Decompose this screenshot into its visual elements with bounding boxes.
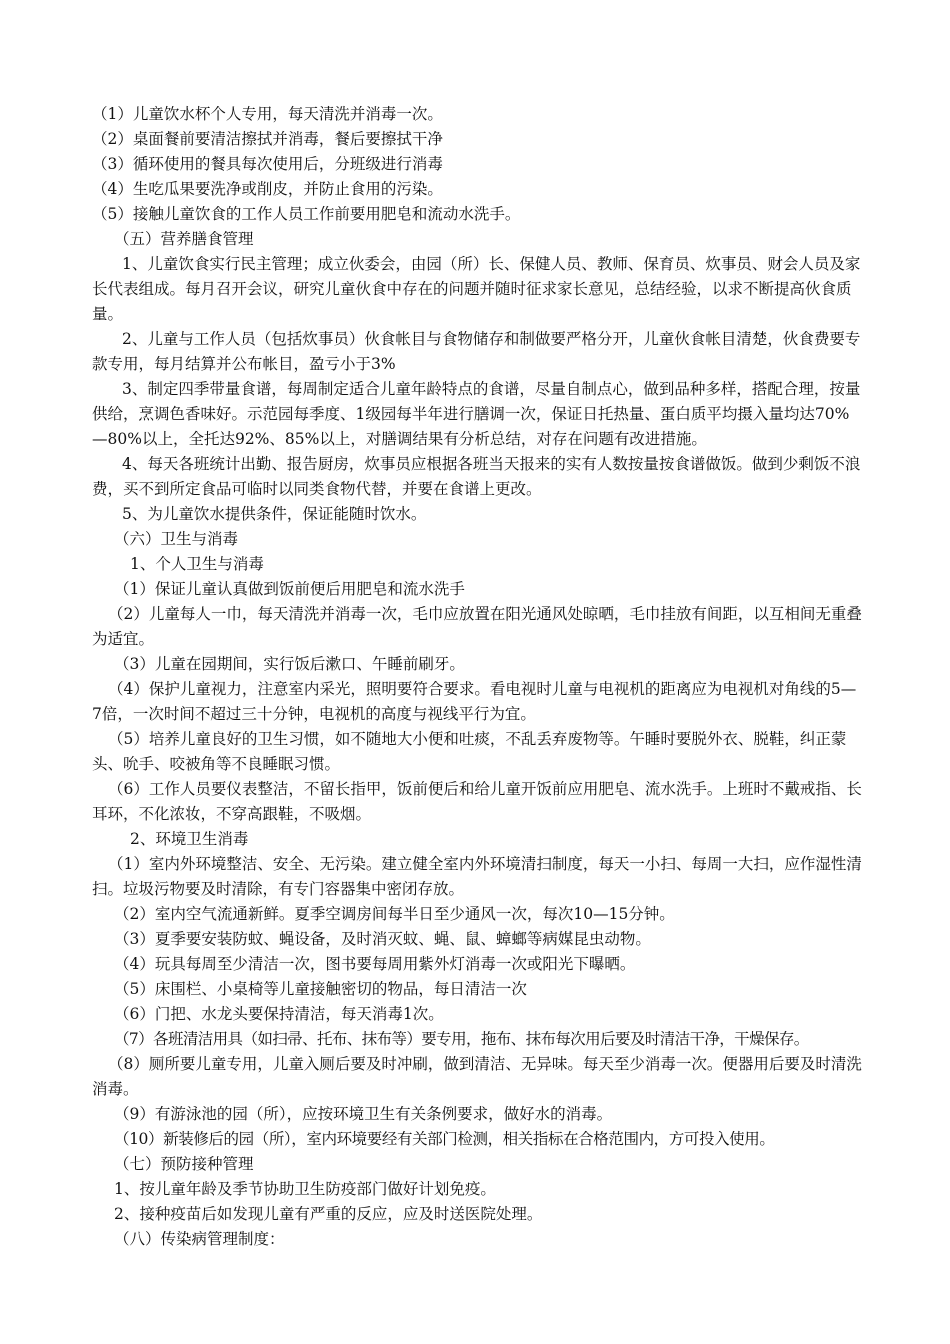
- paragraph: [92, 777, 864, 827]
- paragraph-text: 1、儿童饮食实行民主管理；成立伙委会，由园（所）长、保健人员、教师、保育员、炊事员、财会人员及家长代表组成。每月召开会议，研究儿童伙食中存在的问题并随时征求家长意见，总结经验，以求不断提高伙食质量。: [92, 255, 861, 323]
- paragraph: [92, 377, 864, 452]
- section-heading: （八）传染病管理制度：: [114, 1230, 285, 1248]
- paragraph: （5）接触儿童饮食的工作人员工作前要用肥皂和流动水洗手。: [92, 205, 521, 223]
- paragraph: [92, 852, 864, 902]
- paragraph: 5、为儿童饮水提供条件，保证能随时饮水。: [122, 505, 427, 523]
- paragraph-text: （6）工作人员要仪表整洁，不留长指甲，饭前便后和给儿童开饭前应用肥皂、流水洗手。上班时不戴戒指、长耳环，不化浓妆，不穿高跟鞋，不吸烟。: [92, 780, 862, 823]
- paragraph: （1）保证儿童认真做到饭前便后用肥皂和流水洗手: [114, 580, 465, 598]
- paragraph: （4）生吃瓜果要洗净或削皮，并防止食用的污染。: [92, 180, 443, 198]
- paragraph: （1）儿童饮水杯个人专用，每天清洗并消毒一次。: [92, 105, 443, 123]
- paragraph-text: （4）保护儿童视力，注意室内采光，照明要符合要求。看电视时儿童与电视机的距离应为电视机对角线的5—7倍，一次时间不超过三十分钟，电视机的高度与视线平行为宜。: [92, 680, 857, 723]
- paragraph-text: 3、制定四季带量食谱，每周制定适合儿童年龄特点的食谱，尽量自制点心，做到品种多样，搭配合理，按量供给，烹调色香味好。示范园每季度、1级园每半年进行膳调一次，保证日托热量、蛋白质平均摄入量均达70%—80%以上，全托达92%、85%以上，对膳调结果有分析总结，对存在问题有改进措施。: [92, 380, 861, 448]
- paragraph: （3）夏季要安装防蚊、蝇设备，及时消灭蚊、蝇、鼠、蟑螂等病媒昆虫动物。: [114, 930, 651, 948]
- paragraph: 2、接种疫苗后如发现儿童有严重的反应，应及时送医院处理。: [114, 1205, 543, 1223]
- paragraph-text: （1）室内外环境整洁、安全、无污染。建立健全室内外环境清扫制度，每天一小扫、每周一大扫，应作湿性清扫。垃圾污物要及时清除，有专门容器集中密闭存放。: [92, 855, 862, 898]
- paragraph: （2）室内空气流通新鲜。夏季空调房间每半日至少通风一次，每次10—15分钟。: [114, 905, 675, 923]
- paragraph: （9）有游泳池的园（所），应按环境卫生有关条例要求，做好水的消毒。: [114, 1105, 613, 1123]
- paragraph: 1、按儿童年龄及季节协助卫生防疫部门做好计划免疫。: [114, 1180, 496, 1198]
- paragraph: [92, 327, 864, 377]
- section-heading: （五）营养膳食管理: [114, 230, 254, 248]
- paragraph: [92, 727, 864, 777]
- paragraph: （5）床围栏、小桌椅等儿童接触密切的物品，每日清洁一次: [114, 980, 527, 998]
- paragraph: （2）桌面餐前要清洁擦拭并消毒，餐后要擦拭干净: [92, 130, 443, 148]
- paragraph: [92, 677, 864, 727]
- paragraph-text: （5）培养儿童良好的卫生习惯，如不随地大小便和吐痰，不乱丢弃废物等。午睡时要脱外衣、脱鞋，纠正蒙头、吮手、咬被角等不良睡眠习惯。: [92, 730, 847, 773]
- paragraph: （3）循环使用的餐具每次使用后，分班级进行消毒: [92, 155, 443, 173]
- paragraph-text: 2、儿童与工作人员（包括炊事员）伙食帐目与食物储存和制做要严格分开，儿童伙食帐目清楚，伙食费要专款专用，每月结算并公布帐目，盈亏小于3%: [92, 330, 861, 373]
- paragraph-text: （2）儿童每人一巾，每天清洗并消毒一次，毛巾应放置在阳光通风处晾晒，毛巾挂放有间距，以互相间无重叠为适宜。: [92, 605, 862, 648]
- paragraph: （4）玩具每周至少清洁一次，图书要每周用紫外灯消毒一次或阳光下曝晒。: [114, 955, 636, 973]
- paragraph: [92, 1052, 864, 1102]
- section-heading: （六）卫生与消毒: [114, 530, 239, 548]
- paragraph: [92, 602, 864, 652]
- document-body: [92, 102, 864, 1252]
- paragraph: （6）门把、水龙头要保持清洁，每天消毒1次。: [114, 1005, 444, 1023]
- paragraph-text: 4、每天各班统计出勤、报告厨房，炊事员应根据各班当天报来的实有人数按量按食谱做饭。做到少剩饭不浪费，买不到所定食品可临时以同类食物代替，并要在食谱上更改。: [92, 455, 861, 498]
- paragraph: （7）各班清洁用具（如扫帚、托布、抹布等）要专用，拖布、抹布每次用后要及时清洁干净，干燥保存。: [114, 1030, 809, 1048]
- subsection-heading: 1、个人卫生与消毒: [130, 555, 264, 573]
- paragraph-text: （8）厕所要儿童专用，儿童入厕后要及时冲刷，做到清洁、无异味。每天至少消毒一次。便器用后要及时清洗消毒。: [92, 1055, 862, 1098]
- subsection-heading: 2、环境卫生消毒: [130, 830, 249, 848]
- section-heading: （七）预防接种管理: [114, 1155, 254, 1173]
- paragraph: [92, 252, 864, 327]
- paragraph: （3）儿童在园期间，实行饭后漱口、午睡前刷牙。: [114, 655, 465, 673]
- paragraph: （10）新装修后的园（所），室内环境要经有关部门检测，相关指标在合格范围内，方可投入使用。: [114, 1130, 775, 1148]
- paragraph: [92, 452, 864, 502]
